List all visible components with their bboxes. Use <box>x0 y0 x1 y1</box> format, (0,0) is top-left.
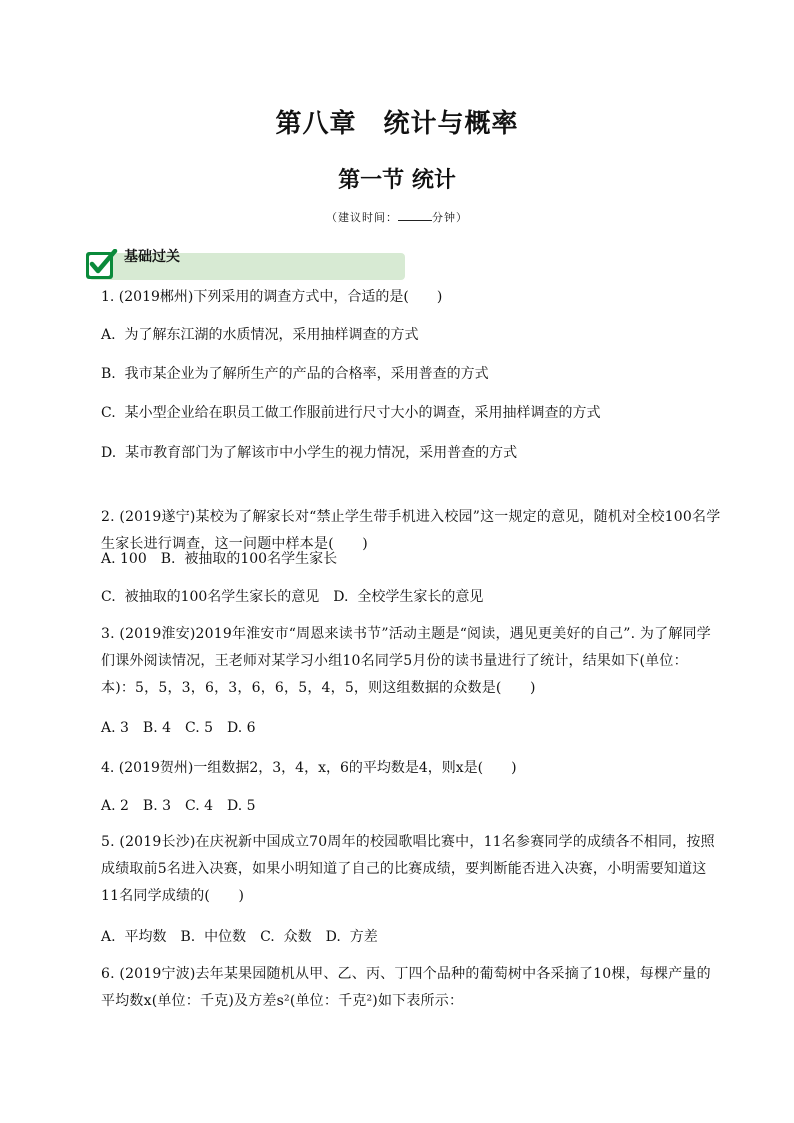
question-1-option-c: C. 某小型企业给在职员工做工作服前进行尺寸大小的调查，采用抽样调查的方式 <box>101 405 601 421</box>
question-2: 2. (2019遂宁)某校为了解家长对“禁止学生带手机进入校园”这一规定的意见，随机对全校100名学生家长进行调查，这一问题中样本是( ) <box>101 509 721 552</box>
time-suffix: 分钟） <box>432 211 468 224</box>
question-1-option-d: D. 某市教育部门为了解该市中小学生的视力情况，采用普查的方式 <box>101 445 518 461</box>
question-5: 5. (2019长沙)在庆祝新中国成立70周年的校园歌唱比赛中，11名参赛同学的成绩各不相同，按照成绩取前5名进入决赛，如果小明知道了自己的比赛成绩，要判断能否进入决赛，小明需要知道这11名同学成绩的( ) <box>101 834 715 904</box>
question-5-options: A. 平均数 B. 中位数 C. 众数 D. 方差 <box>101 929 378 945</box>
time-blank <box>398 210 432 221</box>
question-1: 1. (2019郴州)下列采用的调查方式中，合适的是( ) <box>101 289 443 305</box>
question-6: 6. (2019宁波)去年某果园随机从甲、乙、丙、丁四个品种的葡萄树中各采摘了10棵，每棵产量的平均数x(单位：千克)及方差s²(单位：千克²)如下表所示： <box>101 966 711 1009</box>
question-2-options-ab: A. 100 B. 被抽取的100名学生家长 <box>101 551 338 567</box>
question-3-options: A. 3 B. 4 C. 5 D. 6 <box>101 720 256 736</box>
question-2-options-cd: C. 被抽取的100名学生家长的意见 D. 全校学生家长的意见 <box>101 589 484 605</box>
check-icon <box>84 249 118 281</box>
question-1-option-b: B. 我市某企业为了解所生产的产品的合格率，采用普查的方式 <box>101 366 489 382</box>
chapter-title: 第八章 统计与概率 <box>275 109 519 139</box>
suggested-time-note <box>0 209 794 225</box>
question-1-option-a: A. 为了解东江湖的水质情况，采用抽样调查的方式 <box>101 327 419 343</box>
banner-label: 基础过关 <box>124 249 180 265</box>
time-prefix: （建议时间： <box>326 211 398 224</box>
question-4: 4. (2019贺州)一组数据2，3，4，x，6的平均数是4，则x是( ) <box>101 760 517 776</box>
section-title: 第一节 统计 <box>338 168 456 193</box>
question-4-options: A. 2 B. 3 C. 4 D. 5 <box>101 798 256 814</box>
question-3: 3. (2019淮安)2019年淮安市“周恩来读书节”活动主题是“阅读，遇见更美好的自己”. 为了解同学们课外阅读情况，王老师对某学习小组10名同学5月份的读书量进行了统计，结果如下(单位：本)：5，5，3，6，3，6，6，5，4，5，则这组数据的众数是( ) <box>101 626 711 696</box>
